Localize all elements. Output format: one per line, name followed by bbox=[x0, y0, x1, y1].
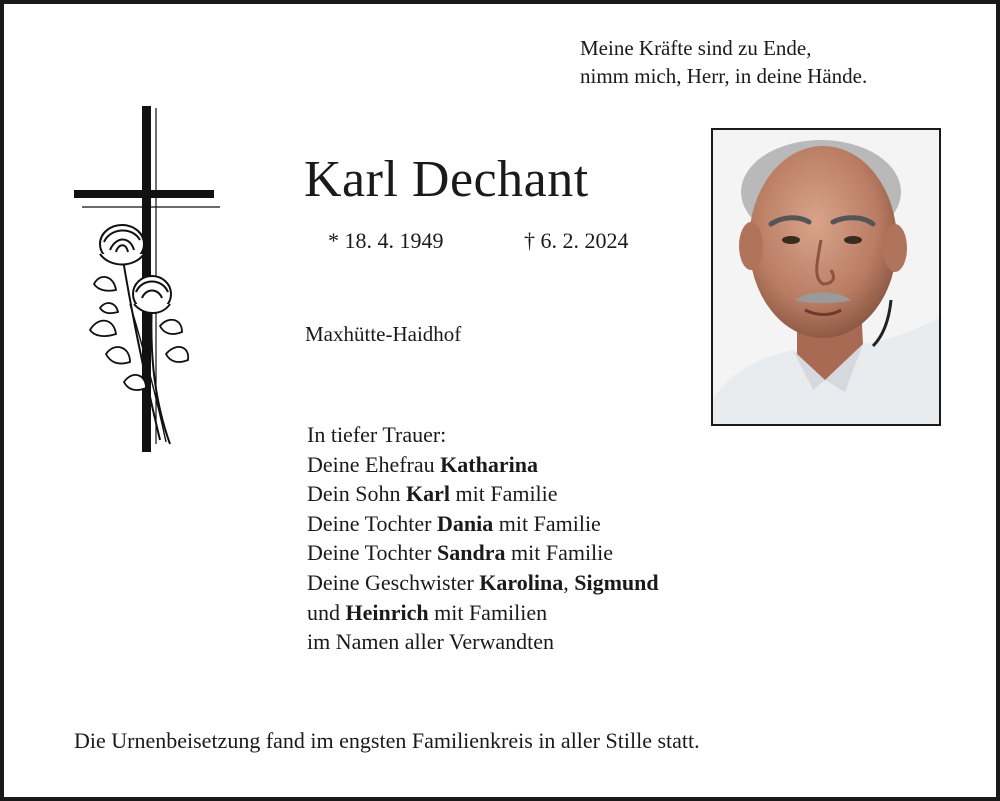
hometown: Maxhütte-Haidhof bbox=[305, 322, 462, 346]
deceased-name: Karl Dechant bbox=[304, 151, 589, 208]
relation-text: Dein Sohn bbox=[307, 481, 406, 507]
relation-text: mit Familien bbox=[428, 599, 548, 625]
mourner-name: Karolina bbox=[479, 569, 564, 595]
mourner-name: Dania bbox=[437, 510, 494, 536]
relation-text: mit Familie bbox=[493, 510, 601, 536]
mourner-line bbox=[307, 479, 659, 509]
mourner-line bbox=[307, 450, 659, 480]
cross-with-roses-icon bbox=[70, 104, 226, 456]
relation-text: , bbox=[563, 569, 575, 595]
relation-text: Deine Tochter bbox=[307, 510, 438, 536]
relation-text: mit Familie bbox=[505, 540, 614, 566]
verse bbox=[580, 34, 867, 90]
mourner-name: Sandra bbox=[437, 540, 506, 566]
mourner-line bbox=[307, 509, 659, 539]
mourners-list bbox=[307, 420, 659, 657]
verse-line-2: nimm mich, Herr, in deine Hände. bbox=[580, 64, 868, 88]
mourner-line bbox=[307, 538, 659, 568]
verse-line-1: Meine Kräfte sind zu Ende, bbox=[580, 36, 812, 60]
relation-text: Deine Ehefrau bbox=[307, 451, 441, 477]
mourner-line bbox=[307, 598, 659, 628]
mourners-heading: In tiefer Trauer: bbox=[307, 422, 447, 447]
birth-date: * 18. 4. 1949 bbox=[328, 228, 444, 253]
mourner-name: Heinrich bbox=[345, 599, 429, 625]
relation-text: mit Familie bbox=[450, 481, 558, 507]
mourner-name: Sigmund bbox=[574, 569, 659, 595]
relation-text: Deine Geschwister bbox=[307, 569, 480, 595]
mourner-name: Karl bbox=[406, 481, 450, 507]
relation-text: Deine Tochter bbox=[307, 540, 438, 566]
mourner-line: im Namen aller Verwandten bbox=[307, 629, 555, 655]
mourner-line bbox=[307, 568, 659, 598]
portrait-photo bbox=[711, 128, 941, 426]
mourner-name: Katharina bbox=[440, 451, 538, 477]
burial-note: Die Urnenbeisetzung fand im engsten Familienkreis in aller Stille statt. bbox=[74, 728, 700, 753]
relation-text: und bbox=[307, 599, 346, 625]
death-date: † 6. 2. 2024 bbox=[524, 228, 629, 253]
